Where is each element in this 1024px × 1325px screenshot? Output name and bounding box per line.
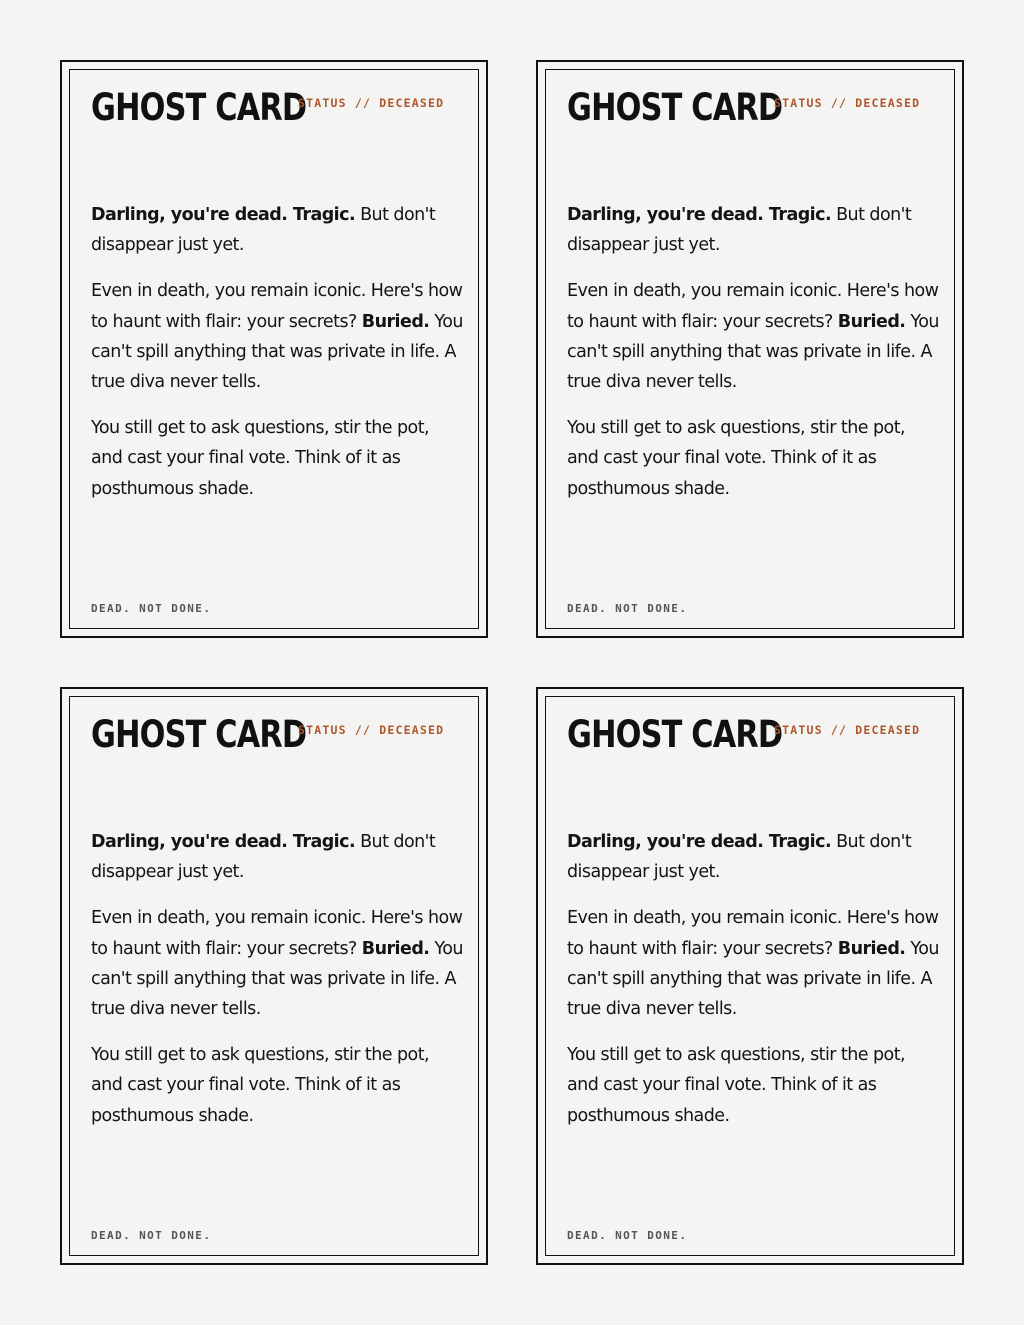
ghost-card [60, 60, 488, 638]
secrets-text-start: Even in death, you remain iconic. Here's how to haunt with flair: your secrets? [91, 908, 463, 959]
body-paragraph-intro [91, 827, 463, 887]
card-inner-frame [545, 69, 955, 629]
secrets-text-end: You can't spill anything that was private in life. A true diva never tells. [567, 938, 939, 1020]
body-paragraph-abilities: You still get to ask questions, stir the pot, and cast your final vote. Think of it as posthumous shade. [567, 1045, 906, 1126]
intro-text: But don't disappear just yet. [567, 205, 912, 256]
status-label: STATUS // DECEASED [774, 723, 921, 737]
ghost-card [536, 60, 964, 638]
secrets-emphasis: Buried. [361, 311, 430, 332]
secrets-text-start: Even in death, you remain iconic. Here's how to haunt with flair: your secrets? [567, 281, 939, 332]
status-label: STATUS // DECEASED [298, 723, 445, 737]
card-footer-tagline: DEAD. NOT DONE. [567, 1229, 688, 1242]
status-label: STATUS // DECEASED [298, 96, 445, 110]
status-label: STATUS // DECEASED [774, 96, 921, 110]
body-paragraph-intro [567, 200, 939, 260]
body-paragraph-abilities: You still get to ask questions, stir the pot, and cast your final vote. Think of it as posthumous shade. [91, 1045, 430, 1126]
card-body [91, 827, 463, 1147]
intro-emphasis: Darling, you're dead. Tragic. [91, 832, 356, 852]
body-paragraph-secrets [91, 903, 463, 1024]
body-paragraph-secrets [567, 276, 939, 397]
secrets-text-start: Even in death, you remain iconic. Here's how to haunt with flair: your secrets? [567, 908, 939, 959]
card-footer-tagline: DEAD. NOT DONE. [567, 602, 688, 615]
card-body [91, 200, 463, 520]
intro-emphasis: Darling, you're dead. Tragic. [91, 205, 356, 225]
secrets-text-start: Even in death, you remain iconic. Here's how to haunt with flair: your secrets? [91, 281, 463, 332]
intro-text: But don't disappear just yet. [91, 205, 436, 256]
body-paragraph-secrets [567, 903, 939, 1024]
body-paragraph-secrets [91, 276, 463, 397]
card-footer-tagline: DEAD. NOT DONE. [91, 1229, 212, 1242]
secrets-text-end: You can't spill anything that was private in life. A true diva never tells. [91, 938, 463, 1020]
body-paragraph-intro [567, 827, 939, 887]
ghost-card [60, 687, 488, 1265]
card-title: GHOST CARD [567, 86, 783, 129]
secrets-emphasis: Buried. [837, 311, 906, 332]
secrets-text-end: You can't spill anything that was private in life. A true diva never tells. [567, 311, 939, 393]
secrets-text-end: You can't spill anything that was private in life. A true diva never tells. [91, 311, 463, 393]
card-footer-tagline: DEAD. NOT DONE. [91, 602, 212, 615]
secrets-emphasis: Buried. [837, 938, 906, 959]
intro-emphasis: Darling, you're dead. Tragic. [567, 832, 832, 852]
card-title: GHOST CARD [567, 713, 783, 756]
card-inner-frame [69, 69, 479, 629]
card-title: GHOST CARD [91, 713, 307, 756]
intro-text: But don't disappear just yet. [567, 832, 912, 883]
intro-emphasis: Darling, you're dead. Tragic. [567, 205, 832, 225]
card-body [567, 200, 939, 520]
card-inner-frame [545, 696, 955, 1256]
body-paragraph-abilities: You still get to ask questions, stir the pot, and cast your final vote. Think of it as posthumous shade. [567, 418, 906, 499]
intro-text: But don't disappear just yet. [91, 832, 436, 883]
secrets-emphasis: Buried. [361, 938, 430, 959]
card-body [567, 827, 939, 1147]
ghost-card [536, 687, 964, 1265]
card-title: GHOST CARD [91, 86, 307, 129]
body-paragraph-intro [91, 200, 463, 260]
card-inner-frame [69, 696, 479, 1256]
body-paragraph-abilities: You still get to ask questions, stir the pot, and cast your final vote. Think of it as posthumous shade. [91, 418, 430, 499]
